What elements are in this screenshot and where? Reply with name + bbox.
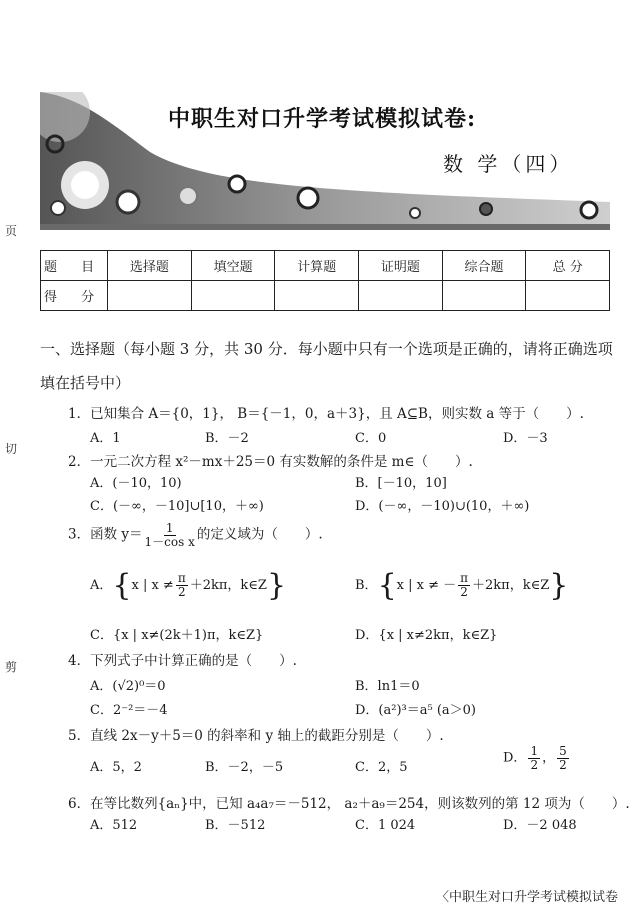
question-6-option-b: B．－512 [205,818,266,833]
option-label: B． [355,578,378,593]
score-cell[interactable] [359,281,443,311]
fraction-denominator: 2 [559,757,567,772]
question-6-stem: 6．在等比数列{aₙ}中，已知 a₄a₇＝－512， a₂＋a₉＝254，则该数列的第 12 项为（ ）. [68,796,630,812]
score-header-cell: 综合题 [442,251,526,281]
left-brace-icon: { [112,568,132,603]
fraction-denominator: 2 [177,585,186,599]
score-cell[interactable] [275,281,359,311]
fraction-denominator: 1－cos x [144,534,195,549]
score-header-cell: 填空题 [191,251,275,281]
question-4-option-d: D．(a²)³＝a⁵ (a＞0) [355,703,476,718]
question-4-option-b: B．ln1＝0 [355,679,420,694]
question-2-option-b: B．[－10，10] [355,476,447,491]
fraction-denominator: 2 [460,585,468,599]
score-cell[interactable] [191,281,275,311]
score-header-cell: 计算题 [275,251,359,281]
option-label: A． [90,578,113,593]
score-table [40,250,610,311]
option-b-fraction [458,572,470,598]
question-1-option-a: A．1 [90,431,121,446]
question-4-stem: 4．下列式子中计算正确的是（ ）. [68,653,297,669]
fraction-numerator: 1 [165,521,174,535]
fraction-numerator: 1 [530,744,539,758]
question-3-stem-suffix: 的定义域为（ ）. [196,526,323,543]
score-table-header-row [41,251,610,281]
question-1-option-c: C．0 [355,431,387,446]
question-3-stem-prefix: 3．函数 y＝ [68,526,143,543]
question-2-option-d: D．(－∞，－10)∪(10，＋∞) [355,499,530,514]
option-d-fraction-1 [528,745,540,771]
question-1-option-b: B．－2 [205,431,249,446]
fraction-numerator: π [460,571,469,586]
question-3-option-a [90,568,286,603]
section-heading: 一、选择题（每小题 3 分，共 30 分．每小题中只有一个选项是正确的，请将正确选项 [40,340,613,358]
side-mark-cut: 切 [5,442,18,456]
score-header-cell: 证明题 [359,251,443,281]
question-1-stem: 1．已知集合 A＝{0，1}， B＝{－1，0，a＋3}，且 A⊆B，则实数 a 等于（ ）. [68,406,584,422]
set-condition: x | x ≠ [131,578,174,593]
question-6-option-d: D．－2 048 [503,818,577,833]
question-5-option-a: A．5，2 [90,760,142,775]
question-3-option-c: C．{x | x≠(2k＋1)π，k∈Z} [90,628,264,643]
question-5-stem: 5．直线 2x－y＋5＝0 的斜率和 y 轴上的截距分别是（ ）. [68,728,444,744]
question-3-fraction [145,522,195,548]
fraction-numerator: 5 [559,744,567,758]
set-condition-tail: ＋2kπ，k∈Z [189,578,267,593]
question-1-option-d: D．－3 [503,431,548,446]
set-condition-tail: ＋2kπ，k∈Z [472,578,550,593]
fraction-numerator: π [177,571,186,586]
score-row-label: 得 分 [41,281,108,311]
side-mark-page: 页 [5,224,18,238]
set-condition: x | x ≠ － [396,578,457,593]
score-header-cell: 选择题 [108,251,192,281]
page-footer: 〈中职生对口升学考试模拟试卷 [436,890,619,905]
score-table-score-row [41,281,610,311]
question-2-stem: 2．一元二次方程 x²－mx＋25＝0 有实数解的条件是 m∈（ ）. [68,454,473,470]
option-label: D． [503,750,527,766]
fraction-denominator: 2 [530,757,539,772]
question-3-option-d: D．{x | x≠2kπ，k∈Z} [355,628,498,643]
question-2-option-c: C．(－∞，－10]∪[10，＋∞) [90,499,264,514]
exam-title: 中职生对口升学考试模拟试卷: [168,106,477,132]
score-header-cell: 总 分 [526,251,610,281]
question-4-option-c: C．2⁻²＝－4 [90,703,168,718]
option-a-fraction [176,572,188,598]
side-mark-scissor: 剪 [5,660,18,674]
exam-subtitle: 数 学（四） [443,152,574,176]
score-cell[interactable] [526,281,610,311]
question-4-option-a: A．(√2)⁰＝0 [90,679,166,694]
question-6-option-a: A．512 [90,818,138,833]
score-header-cell: 题 目 [41,251,108,281]
question-5-option-d: D． $\frac{1}{2}$ ， $\frac{5}{2}$ [503,744,567,772]
right-brace-icon: } [266,568,287,603]
question-3-option-b [355,568,568,603]
question-2-option-a: A．(－10，10) [90,476,182,491]
question-6-option-c: C．1 024 [355,818,416,833]
score-cell[interactable] [442,281,526,311]
question-5-option-b: B．－2，－5 [205,760,284,775]
option-d-fraction-2 [557,745,569,771]
question-5-option-c: C．2，5 [355,760,408,775]
right-brace-icon: } [549,568,569,603]
question-3-stem [68,522,323,548]
left-brace-icon: { [377,568,397,603]
section-heading-cont: 填在括号中） [40,374,131,392]
score-cell[interactable] [108,281,192,311]
